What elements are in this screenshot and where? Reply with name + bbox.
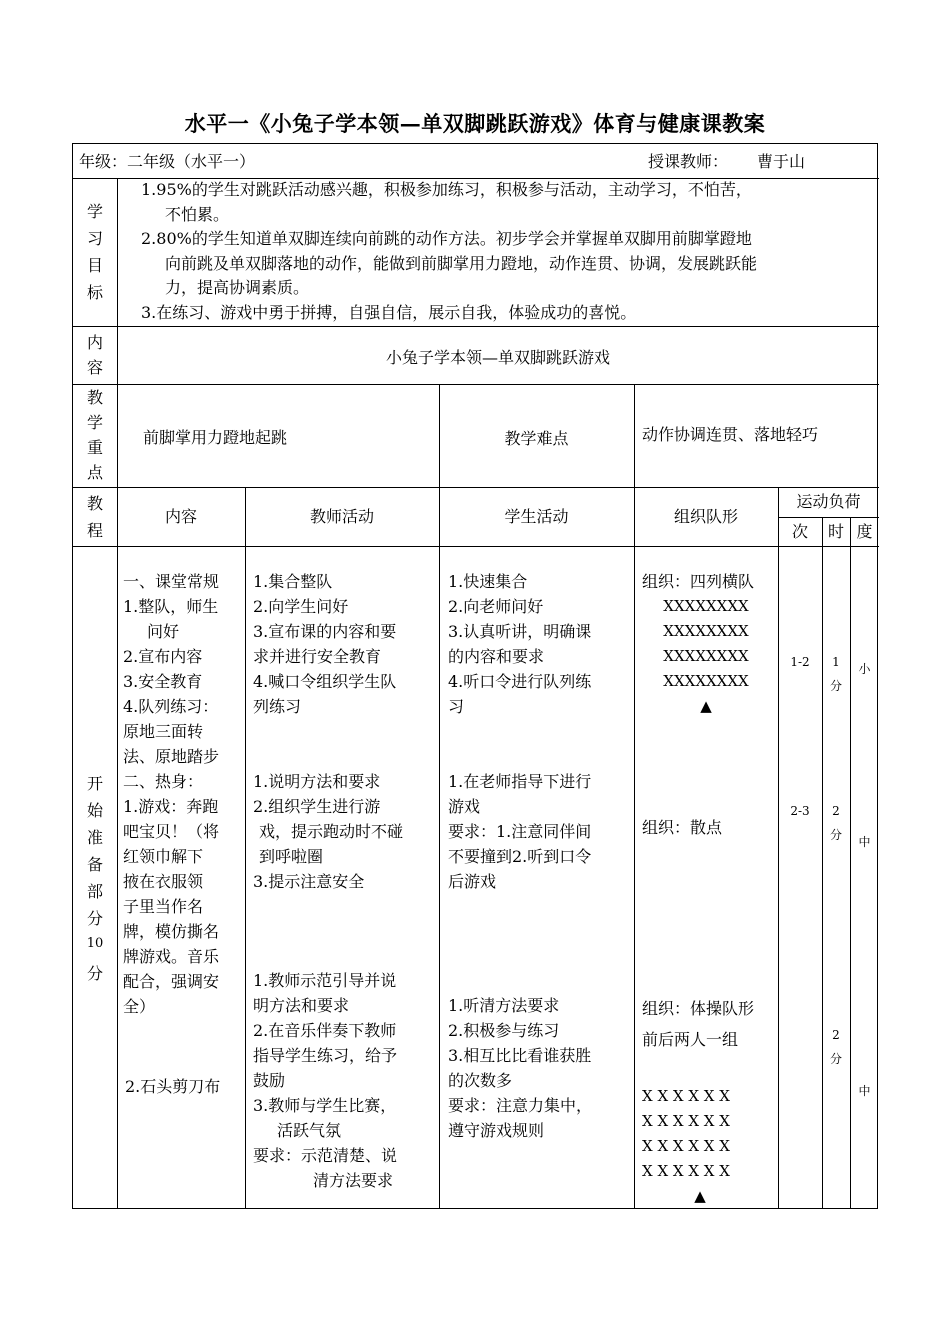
org-gymnastics-label: 组织：体操队形	[642, 999, 755, 1018]
teacher-marker-icon: ▲	[694, 1187, 706, 1205]
lesson-plan-table	[72, 143, 878, 1209]
page-title: 水平一《小兔子学本领—单双脚跳跃游戏》体育与健康课教案	[184, 111, 766, 136]
student-activity-2: 1.在老师指导下进行 游戏 要求：1.注意同伴间 不要撞到2.听到口令 后游戏	[448, 772, 592, 891]
row-divider	[73, 546, 879, 547]
load-duration-2-value: 2	[832, 804, 840, 818]
section-label: 开 始 准 备 部 分	[86, 774, 103, 928]
row-divider	[73, 487, 879, 488]
row-divider	[73, 384, 879, 385]
times-header: 次	[791, 522, 808, 541]
teacher-activity-header: 教师活动	[309, 507, 374, 526]
teaching-difficulty: 动作协调连贯、落地轻巧	[642, 425, 819, 444]
column-divider	[245, 487, 246, 1209]
student-activity-header: 学生活动	[504, 507, 569, 526]
grade-info: 年级：二年级（水平一）	[79, 152, 256, 171]
intensity-header: 度	[856, 522, 873, 541]
section-content: 一、课堂常规 1.整队，师生 问好 2.宣布内容 3.安全教育 4.队列练习： 原地三面转 法、原地踏步 二、热身： 1.游戏：奔跑 吧宝贝！（将 红领巾解下 掖在衣服领 子里当作名 牌，模仿撕名 牌游戏。音乐 配合，强调安 全）	[123, 572, 220, 1016]
difficulty-label: 教学难点	[504, 429, 569, 448]
teacher-activity-2: 1.说明方法和要求 2.组织学生进行游 戏，提示跑动时不碰 到呼啦圈 3.提示注意安全	[253, 772, 404, 891]
teacher-label: 授课教师：	[648, 152, 729, 171]
org-four-rows-formation: XXXXXXXX XXXXXXXX XXXXXXXX XXXXXXXX ▲	[634, 594, 778, 719]
goals-label: 学 习 目 标	[86, 202, 103, 302]
teacher-name: 曹于山	[757, 152, 806, 171]
row-divider	[778, 517, 879, 518]
load-duration-1-value: 1	[832, 655, 840, 669]
load-intensity-3: 中	[858, 1084, 871, 1098]
column-divider	[117, 178, 118, 1209]
exercise-load-header: 运动负荷	[796, 492, 861, 511]
content-item-rock-paper-scissors: 2.石头剪刀布	[125, 1077, 221, 1096]
key-points-label: 教 学 重 点	[86, 388, 103, 482]
column-divider	[778, 487, 779, 1209]
teacher-activity-3: 1.教师示范引导并说 明方法和要求 2.在音乐伴奏下教师 指导学生练习，给予 鼓励 3.教师与学生比赛， 活跃气氛 要求：示范清楚、说 清方法要求	[253, 971, 398, 1190]
load-intensity-1: 小	[858, 662, 871, 676]
load-times-2: 2-3	[790, 804, 810, 818]
section-minutes-unit: 分	[86, 964, 103, 983]
goals-text: 1.95%的学生对跳跃活动感兴趣，积极参加练习，积极参与活动，主动学习，不怕苦， 不怕累。 2.80%的学生知道单双脚连续向前跳的动作方法。初步学会并掌握单双脚用前脚掌蹬地 向前跳及单双脚落地的动作，能做到前脚掌用力蹬地，动作连贯、协调，发展跳跃能 力，提高协调素质。 3.在练习、游戏中勇于拼搏，自强自信，展示自我，体验成功的喜悦。	[141, 180, 758, 322]
student-activity-3: 1.听清方法要求 2.积极参与练习 3.相互比比看谁获胜 的次数多 要求：注意力集中， 遵守游戏规则	[448, 996, 593, 1140]
load-duration-1-unit: 分	[829, 679, 842, 693]
load-times-1: 1-2	[790, 655, 810, 669]
section-minutes-value: 10	[86, 936, 104, 951]
load-intensity-2: 中	[858, 835, 871, 849]
org-pairs-label: 前后两人一组	[642, 1030, 739, 1049]
org-gymnastics-formation: X X X X X X X X X X X X X X X X X X X X X X X X	[642, 1087, 730, 1180]
content-label: 内 容	[86, 333, 103, 377]
column-divider	[634, 384, 635, 487]
column-divider	[850, 517, 851, 1209]
organization-header: 组织队形	[673, 507, 738, 526]
org-scatter-label: 组织：散点	[642, 818, 723, 837]
student-activity-1: 1.快速集合 2.向老师问好 3.认真听讲，明确课 的内容和要求 4.听口令进行队列练 习	[448, 572, 592, 716]
org-four-rows-label: 组织：四列横队	[642, 572, 755, 591]
load-duration-3-value: 2	[832, 1028, 840, 1042]
teacher-activity-1: 1.集合整队 2.向学生问好 3.宣布课的内容和要 求并进行安全教育 4.喊口令组织学生队 列练习	[253, 572, 397, 716]
teacher-marker-icon: ▲	[700, 697, 712, 715]
column-divider	[439, 487, 440, 1209]
column-divider	[822, 517, 823, 1209]
row-divider	[73, 326, 879, 327]
load-duration-3-unit: 分	[829, 1052, 842, 1066]
lesson-topic: 小兔子学本领—单双脚跳跃游戏	[385, 348, 610, 367]
teaching-key-point: 前脚掌用力蹬地起跳	[143, 428, 288, 447]
load-duration-2-unit: 分	[829, 828, 842, 842]
content-header: 内容	[164, 507, 197, 526]
process-header: 教 程	[86, 494, 103, 540]
duration-header: 时	[827, 522, 844, 541]
